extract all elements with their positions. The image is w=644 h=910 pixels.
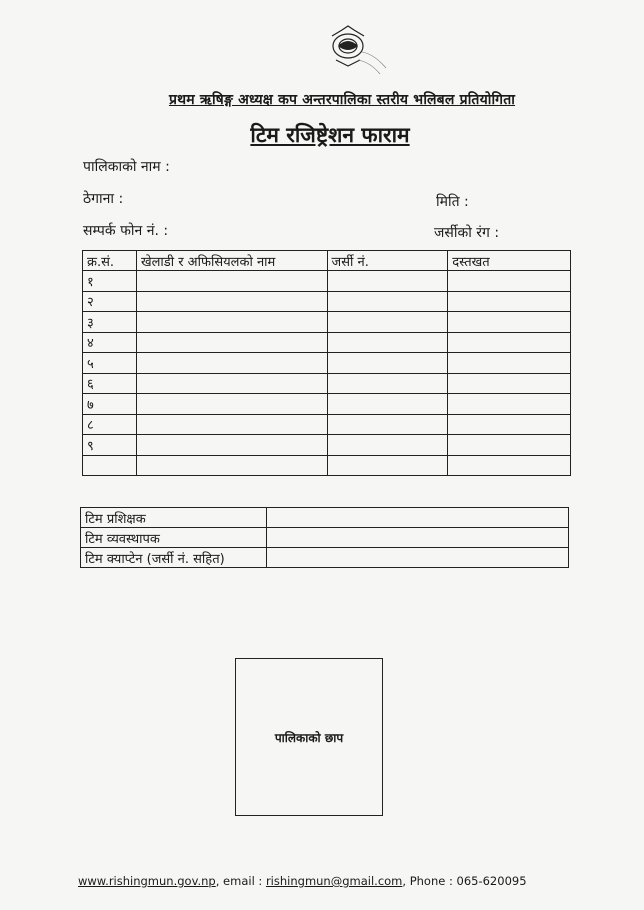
name-cell[interactable]	[136, 455, 327, 476]
jersey-cell[interactable]	[327, 332, 448, 353]
serial-cell: १	[83, 271, 137, 292]
signature-header: दस्तखत	[448, 251, 571, 271]
manager-label: टिम व्यवस्थापक	[81, 528, 267, 548]
phone-label: , Phone :	[402, 874, 457, 888]
jersey-no-header: जर्सी नं.	[327, 251, 448, 271]
captain-value-cell[interactable]	[266, 548, 568, 568]
serial-cell: ३	[83, 312, 137, 333]
manager-value-cell[interactable]	[266, 528, 568, 548]
table-row	[81, 508, 569, 528]
jersey-cell[interactable]	[327, 312, 448, 333]
table-row	[83, 435, 571, 456]
jersey-cell[interactable]	[327, 353, 448, 374]
jersey-cell[interactable]	[327, 373, 448, 394]
email-label: , email :	[215, 874, 266, 888]
table-row	[83, 414, 571, 435]
signature-cell[interactable]	[448, 353, 571, 374]
captain-label: टिम क्याप्टेन (जर्सी नं. सहित)	[81, 548, 267, 568]
competition-title: प्रथम ऋषिङ्ग अध्यक्ष कप अन्तरपालिका स्तरीय भलिबल प्रतियोगिता	[168, 92, 516, 108]
jersey-color-label: जर्सीको रंग :	[434, 225, 500, 241]
table-row	[83, 353, 571, 374]
date-label: मिति :	[436, 194, 469, 210]
table-row	[83, 373, 571, 394]
jersey-cell[interactable]	[327, 271, 448, 292]
signature-cell[interactable]	[448, 312, 571, 333]
serial-cell: ४	[83, 332, 137, 353]
jersey-cell[interactable]	[327, 435, 448, 456]
municipality-logo-icon	[318, 22, 392, 78]
table-row	[83, 291, 571, 312]
table-row	[83, 271, 571, 292]
name-cell[interactable]	[136, 353, 327, 374]
form-title: टिम रजिष्ट्रेशन फाराम	[250, 122, 410, 147]
name-cell[interactable]	[136, 435, 327, 456]
coach-label: टिम प्रशिक्षक	[81, 508, 267, 528]
signature-cell[interactable]	[448, 394, 571, 415]
name-cell[interactable]	[136, 271, 327, 292]
signature-cell[interactable]	[448, 332, 571, 353]
table-row	[83, 312, 571, 333]
signature-cell[interactable]	[448, 271, 571, 292]
signature-cell[interactable]	[448, 414, 571, 435]
table-row	[83, 394, 571, 415]
contact-phone-label: सम्पर्क फोन नं. :	[83, 223, 169, 239]
signature-cell[interactable]	[448, 373, 571, 394]
serial-header: क्र.सं.	[83, 251, 137, 271]
name-cell[interactable]	[136, 312, 327, 333]
signature-cell[interactable]	[448, 291, 571, 312]
table-row	[83, 455, 571, 476]
jersey-cell[interactable]	[327, 414, 448, 435]
serial-cell: २	[83, 291, 137, 312]
stamp-label: पालिकाको छाप	[274, 730, 344, 745]
serial-cell: ५	[83, 353, 137, 374]
name-cell[interactable]	[136, 394, 327, 415]
footer-contact	[78, 874, 527, 888]
website-link[interactable]: www.rishingmun.gov.np	[78, 874, 216, 888]
name-header: खेलाडी र अफिसियलको नाम	[136, 251, 327, 271]
municipality-stamp-box	[235, 658, 383, 816]
serial-cell	[83, 455, 137, 476]
name-cell[interactable]	[136, 373, 327, 394]
signature-cell[interactable]	[448, 455, 571, 476]
address-label: ठेगाना :	[83, 191, 124, 207]
name-cell[interactable]	[136, 291, 327, 312]
jersey-cell[interactable]	[327, 291, 448, 312]
jersey-cell[interactable]	[327, 455, 448, 476]
name-cell[interactable]	[136, 332, 327, 353]
municipality-name-label: पालिकाको नाम :	[83, 159, 170, 175]
phone-number: 065-620095	[456, 874, 527, 888]
player-table	[82, 250, 571, 476]
email-link[interactable]: rishingmun@gmail.com	[265, 874, 403, 888]
serial-cell: ७	[83, 394, 137, 415]
table-header-row	[83, 251, 571, 271]
staff-table	[80, 507, 569, 568]
jersey-cell[interactable]	[327, 394, 448, 415]
serial-cell: ६	[83, 373, 137, 394]
table-row	[83, 332, 571, 353]
serial-cell: ९	[83, 435, 137, 456]
serial-cell: ८	[83, 414, 137, 435]
signature-cell[interactable]	[448, 435, 571, 456]
name-cell[interactable]	[136, 414, 327, 435]
coach-value-cell[interactable]	[266, 508, 568, 528]
table-row	[81, 548, 569, 568]
table-row	[81, 528, 569, 548]
